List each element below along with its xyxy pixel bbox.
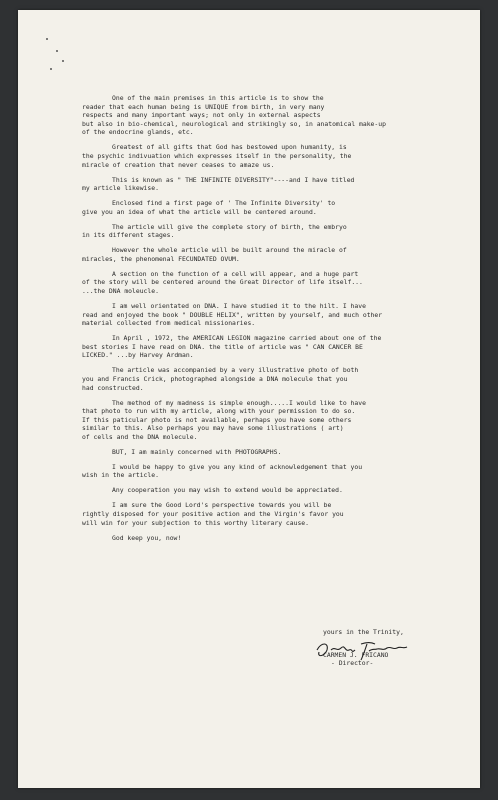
text-line: I would be happy to give you any kind of acknowledgement that you: [112, 462, 363, 471]
text-line: respects and many important ways; not only in external aspects: [82, 111, 321, 120]
text-line: had constructed.: [82, 383, 144, 392]
letter-paragraph: [82, 199, 460, 216]
letter-paragraph: [82, 334, 460, 360]
text-line: miracle of creation that never ceases to amaze us.: [82, 160, 275, 169]
letter-paragraph: [82, 463, 460, 480]
text-line: LICKED." ...by Harvey Ardman.: [82, 351, 194, 360]
text-line: miracles, the phenomenal FECUNDATED OVUM.: [82, 254, 240, 263]
letter-body: [82, 94, 460, 549]
text-line: you and Francis Crick, photographed alongside a DNA molecule that you: [82, 374, 348, 383]
handwritten-signature: [311, 636, 411, 664]
text-line: However the whole article will be built around the miracle of: [112, 246, 347, 255]
text-line: rightly disposed for your positive action and the Virgin's favor you: [82, 510, 344, 519]
text-line: I am well orientated on DNA. I have studied it to the hilt. I have: [112, 302, 366, 311]
text-line: of cells and the DNA molecule.: [82, 432, 198, 441]
text-line: reader that each human being is UNIQUE from birth, in very many: [82, 102, 325, 111]
letter-paragraph: [82, 270, 460, 296]
signer-name: CARMEN J. FRICANO: [323, 650, 389, 659]
text-line: The method of my madness is simple enough.....I would like to have: [112, 398, 366, 407]
text-line: of the endocrine glands, etc.: [82, 128, 194, 137]
letter-paragraph: [82, 399, 460, 442]
corner-marks: [46, 38, 86, 78]
text-line: A section on the function of a cell will appear, and a huge part: [112, 269, 359, 278]
closing-line: yours in the Trinity,: [323, 628, 404, 636]
text-line: in its different stages.: [82, 231, 175, 240]
text-line: God keep you, now!: [112, 533, 182, 542]
text-line: the psychic indivuation which expresses itself in the personality, the: [82, 151, 352, 160]
letter-paragraph: [82, 176, 460, 193]
letter-paragraph: [82, 486, 460, 495]
text-line: but also in bio-chemical, neurological and strikingly so, in anatomical make-up: [82, 119, 386, 128]
letter-paragraph: [82, 223, 460, 240]
text-line: The article will give the complete story of birth, the embryo: [112, 222, 347, 231]
text-line: best stories I have read on DNA. the title of article was " CAN CANCER BE: [82, 342, 363, 351]
text-line: The article was accompanied by a very illustrative photo of both: [112, 366, 359, 375]
text-line: wish in the article.: [82, 471, 159, 480]
letter-paragraph: [82, 366, 460, 392]
text-line: give you an idea of what the article will be centered around.: [82, 207, 317, 216]
letter-paragraph: [82, 501, 460, 527]
text-line: material collected from medical missionaries.: [82, 319, 256, 328]
text-line: One of the main premises in this article is to show the: [112, 94, 324, 102]
text-line: This is known as " THE INFINITE DIVERSITY"----and I have titled: [112, 175, 355, 184]
text-line: ...the DNA moleucle.: [82, 287, 159, 296]
text-line: In April , 1972, the AMERICAN LEGION magazine carried about one of the: [112, 334, 382, 343]
text-line: will win for your subjection to this worthy literary cause.: [82, 518, 310, 527]
text-line: read and enjoyed the book " DOUBLE HELIX", written by yourself, and much other: [82, 310, 383, 319]
letter-paragraph: [82, 534, 460, 543]
text-line: Greatest of all gifts that God has bestowed upon humanity, is: [112, 143, 347, 152]
text-line: that photo to run with my article, along with your permission to do so.: [82, 407, 356, 416]
signature-block: [323, 628, 433, 668]
text-line: If this paticular photo is not available, perhaps you have some others: [82, 415, 352, 424]
signer-title: - Director-: [331, 659, 374, 668]
text-line: Enclosed find a first page of ' The Infinite Diversity' to: [112, 199, 336, 208]
letter-paragraph: [82, 94, 460, 137]
text-line: BUT, I am mainly concerned with PHOTOGRAPHS.: [112, 447, 282, 456]
letter-paragraph: [82, 143, 460, 169]
text-line: I am sure the Good Lord's perspective towards you will be: [112, 501, 332, 510]
text-line: similar to this. Also perhaps you may have some illustrations ( art): [82, 424, 344, 433]
letter-paragraph: [82, 448, 460, 457]
letter-page: [18, 10, 480, 788]
text-line: my article likewise.: [82, 184, 159, 193]
text-line: of the story will be centered around the Great Director of life itself...: [82, 278, 363, 287]
text-line: Any cooperation you may wish to extend would be appreciated.: [112, 486, 343, 495]
letter-paragraph: [82, 302, 460, 328]
letter-paragraph: [82, 246, 460, 263]
